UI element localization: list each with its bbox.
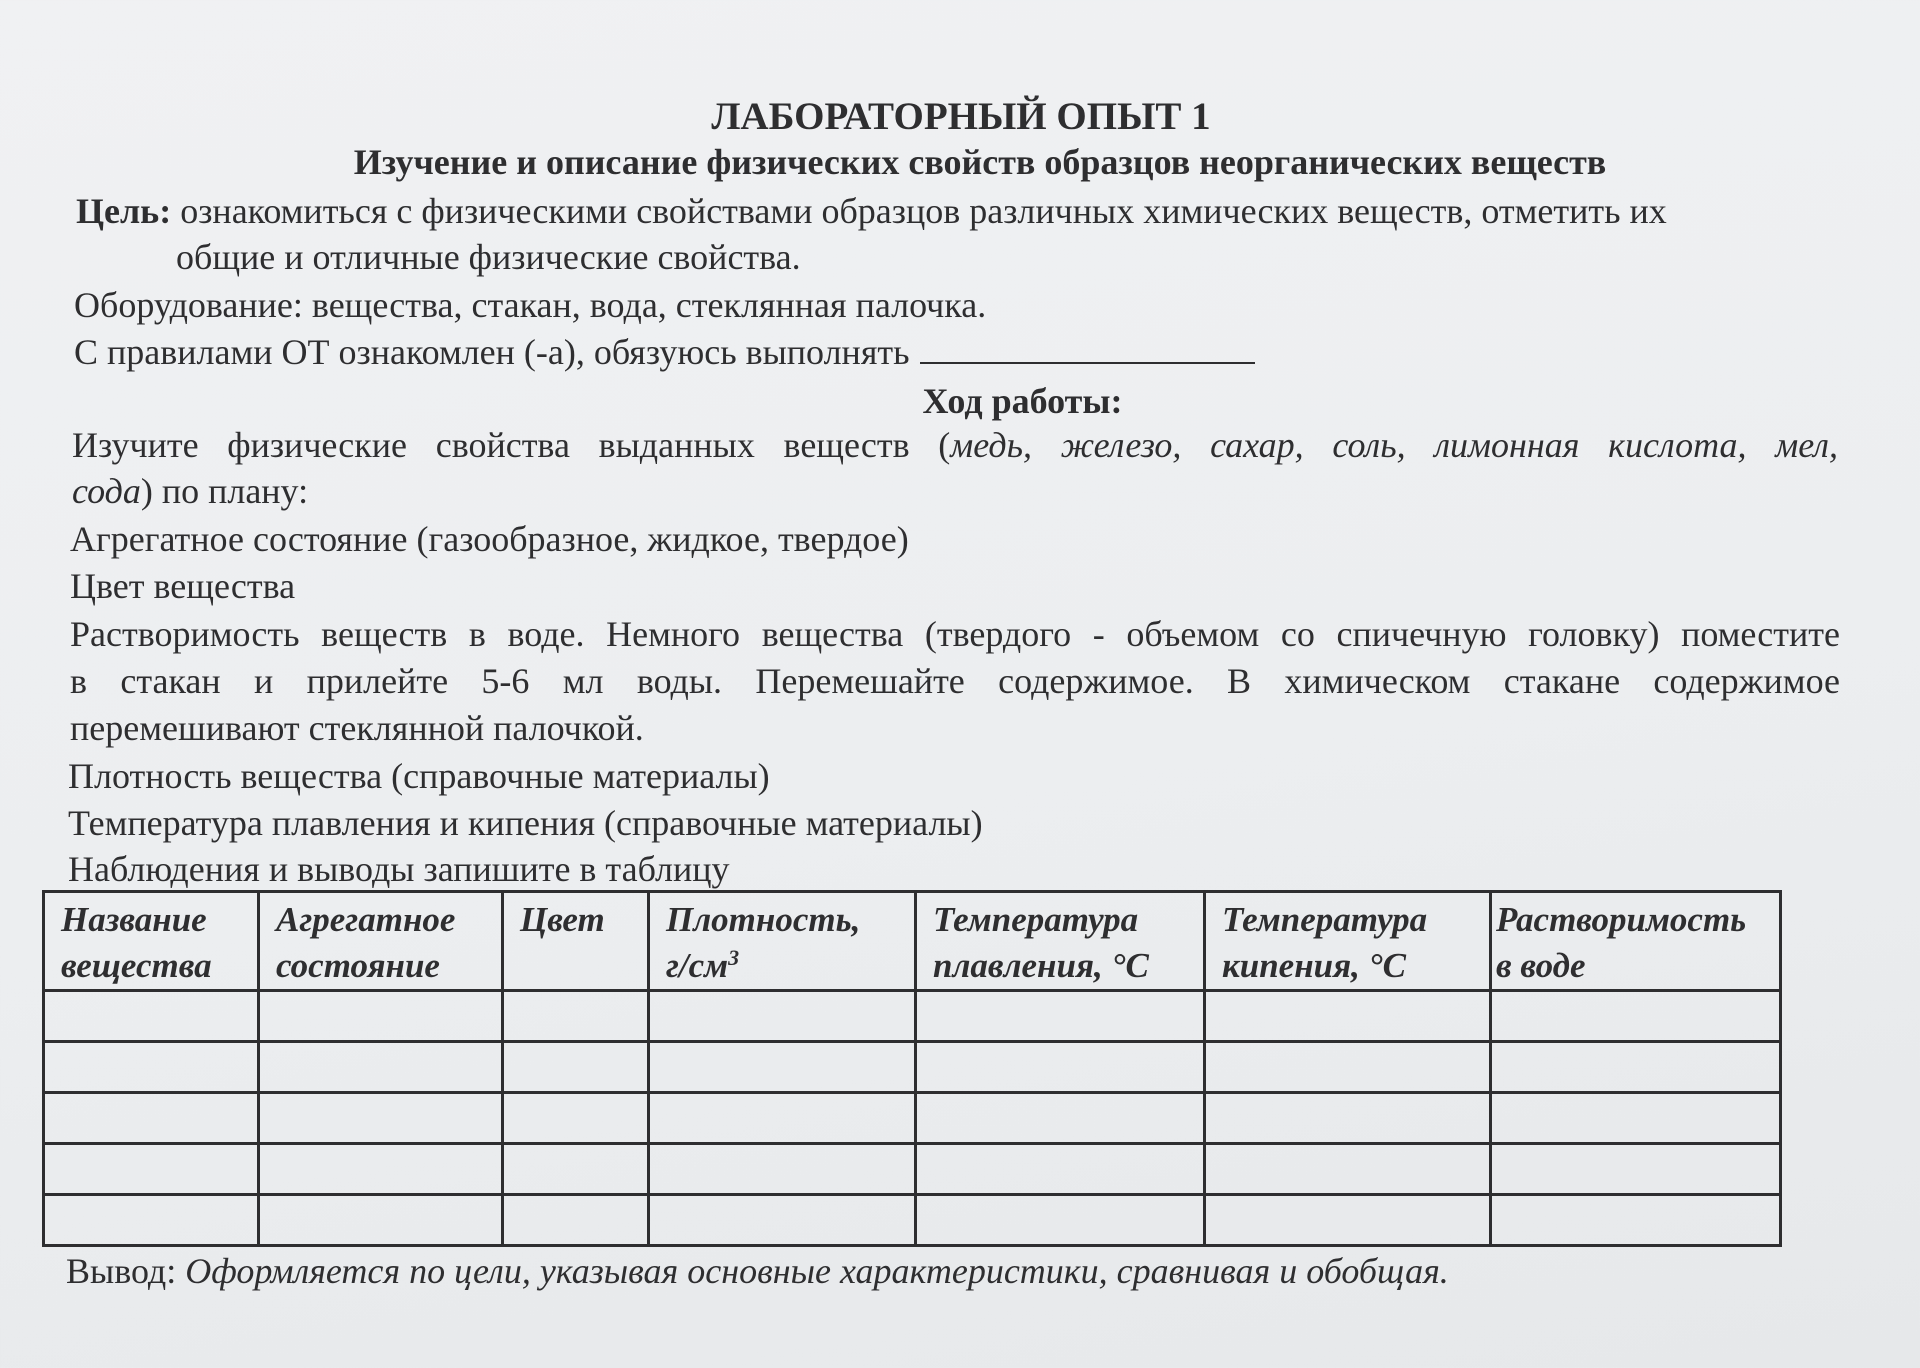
goal-text-1: ознакомиться с физическими свойствами образцов различных химических веществ, отметить их [180,191,1667,231]
goal-label: Цель: [76,191,172,231]
intro-substances-2: сода [72,471,141,511]
page-subtitle: Изучение и описание физических свойств образцов неорганических веществ [353,142,1607,182]
header-solubility: Растворимость в воде [1491,892,1781,991]
header-aggregate-state: Агрегатное состояние [259,892,503,991]
table-cell[interactable] [44,1042,259,1093]
header-substance-name: Название вещества [44,892,259,991]
intro-line-2 [72,470,308,512]
conclusion-line [66,1250,1449,1292]
procedure-heading: Ход работы: [922,381,1123,421]
header-melting-point: Температура плавления, °С [916,892,1205,991]
plan-item: Температура плавления и кипения (справочные материалы) [68,803,983,843]
conclusion-text: Оформляется по цели, указывая основные характеристики, сравнивая и обобщая. [185,1251,1449,1291]
header-density: Плотность, $г/см^3$ [649,892,916,991]
table-cell[interactable] [649,991,916,1042]
table-cell[interactable] [916,1195,1205,1246]
table-cell[interactable] [503,1195,649,1246]
table-cell[interactable] [1205,1195,1491,1246]
observation-table [42,890,1782,1247]
table-cell[interactable] [649,1093,916,1144]
table-cell[interactable] [503,991,649,1042]
table-cell[interactable] [649,1195,916,1246]
table-row [44,1144,1781,1195]
table-cell[interactable] [916,991,1205,1042]
plan-item: Наблюдения и выводы запишите в таблицу [68,849,730,889]
table-cell[interactable] [649,1042,916,1093]
table-row [44,1042,1781,1093]
table-cell[interactable] [259,1042,503,1093]
table-row [44,1195,1781,1246]
table-cell[interactable] [1491,991,1781,1042]
intro-suffix: ) по плану: [140,471,309,511]
goal-text-2: общие и отличные физические свойства. [176,237,801,277]
safety-rules-line [74,331,1255,373]
solubility-line-3: перемешивают стеклянной палочкой. [70,708,644,748]
table-cell[interactable] [1491,1144,1781,1195]
table-cell[interactable] [44,1144,259,1195]
table-cell[interactable] [259,1195,503,1246]
header-color: Цвет [503,892,649,991]
table-cell[interactable] [259,1144,503,1195]
table-row [44,1093,1781,1144]
table-row [44,991,1781,1042]
safety-rules-text: С правилами ОТ ознакомлен (-а), обязуюсь выполнять [74,332,910,372]
table-cell[interactable] [1491,1093,1781,1144]
table-header-row [44,892,1781,991]
table-cell[interactable] [44,991,259,1042]
table-cell[interactable] [503,1093,649,1144]
table-cell[interactable] [503,1144,649,1195]
table-cell[interactable] [503,1042,649,1093]
table-cell[interactable] [44,1195,259,1246]
table-cell[interactable] [1491,1042,1781,1093]
table-cell[interactable] [916,1042,1205,1093]
goal-line-1 [76,190,1667,232]
table-cell[interactable] [1491,1195,1781,1246]
table-cell[interactable] [44,1093,259,1144]
page-title: ЛАБОРАТОРНЫЙ ОПЫТ 1 [711,95,1211,138]
table-cell[interactable] [1205,991,1491,1042]
table-cell[interactable] [1205,1093,1491,1144]
table-cell[interactable] [259,1093,503,1144]
intro-substances-1: медь, железо, сахар, соль, лимонная кислота, мел, [950,425,1838,465]
table-cell[interactable] [649,1144,916,1195]
equipment-line: Оборудование: вещества, стакан, вода, стеклянная палочка. [74,285,987,325]
header-boiling-point: Температура кипения, °С [1205,892,1491,991]
plan-item: Цвет вещества [70,566,296,606]
table-cell[interactable] [1205,1042,1491,1093]
conclusion-label: Вывод: [66,1251,177,1291]
table-cell[interactable] [916,1093,1205,1144]
table-cell[interactable] [259,991,503,1042]
intro-line-1 [72,424,1838,466]
signature-blank[interactable] [920,332,1255,364]
plan-item: Плотность вещества (справочные материалы) [68,756,770,796]
intro-prefix: Изучите физические свойства выданных веществ ( [72,425,951,465]
solubility-line-1: Растворимость веществ в воде. Немного вещества (твердого - объемом со спичечную головку) поместите [70,614,1840,654]
table-cell[interactable] [1205,1144,1491,1195]
solubility-line-2: в стакан и прилейте 5-6 мл воды. Перемешайте содержимое. В химическом стакане содержимое [70,661,1840,701]
plan-item: Агрегатное состояние (газообразное, жидкое, твердое) [70,519,909,559]
table-cell[interactable] [916,1144,1205,1195]
